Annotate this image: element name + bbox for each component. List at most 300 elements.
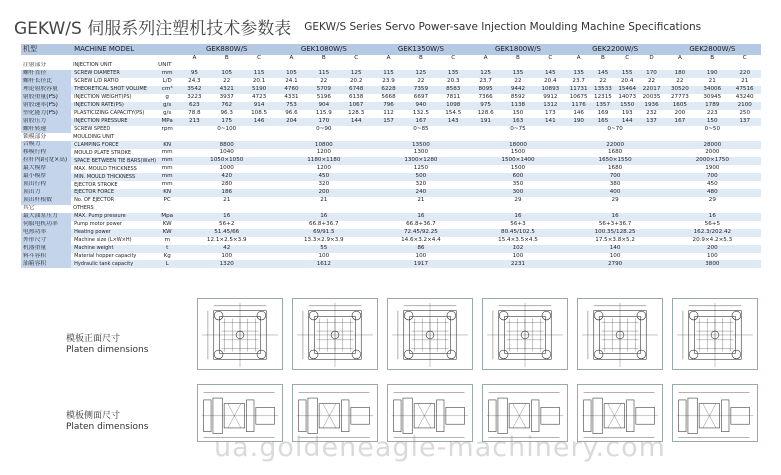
spec-label-en: SCREW SPEED bbox=[71, 126, 156, 134]
spec-label-cn: 塑化能力(PS) bbox=[21, 110, 71, 118]
spec-value: 137 bbox=[639, 118, 663, 126]
spec-label-cn: 螺杆转速 bbox=[21, 126, 71, 134]
spec-value: 1300×1280 bbox=[372, 157, 469, 165]
spec-value: 9912 bbox=[534, 94, 566, 102]
spec-row bbox=[21, 86, 761, 94]
variant-letter: A bbox=[567, 55, 591, 62]
spec-value: 320 bbox=[372, 181, 469, 189]
spec-unit: MPa bbox=[156, 118, 178, 126]
spec-value: 86 bbox=[372, 245, 469, 253]
spec-value: 280 bbox=[178, 181, 275, 189]
spec-value: 16 bbox=[567, 213, 664, 221]
spec-value: 128.3 bbox=[340, 110, 372, 118]
spec-value: 3937 bbox=[211, 94, 243, 102]
spec-label-en: MAX. MOULD THICKNESS bbox=[71, 165, 156, 173]
spec-label-cn: 合模力 bbox=[21, 141, 71, 149]
spec-value: 700 bbox=[664, 173, 761, 181]
spec-value: 8800 bbox=[178, 141, 275, 149]
spec-value: 78.8 bbox=[178, 110, 210, 118]
spec-value: 42 bbox=[178, 245, 275, 253]
spec-value: 100 bbox=[664, 253, 761, 261]
platen-front-drawing bbox=[197, 298, 283, 370]
spec-value: 169 bbox=[591, 110, 615, 118]
spec-label-en: Hydraulic tank capacity bbox=[71, 260, 156, 268]
spec-label-cn: 外形尺寸 bbox=[21, 237, 71, 245]
spec-label-cn: 电热功率 bbox=[21, 229, 71, 237]
variant-letter: A bbox=[275, 55, 307, 62]
spec-value: 163 bbox=[502, 118, 534, 126]
spec-value: 27773 bbox=[664, 94, 696, 102]
spec-value: 0~100 bbox=[178, 126, 275, 134]
spec-value: 193 bbox=[615, 110, 639, 118]
spec-unit: mm bbox=[156, 181, 178, 189]
variant-row bbox=[21, 55, 761, 62]
spec-value: 1612 bbox=[275, 260, 372, 268]
spec-row bbox=[21, 181, 761, 189]
spec-row bbox=[21, 213, 761, 221]
spec-row bbox=[21, 260, 761, 268]
spec-label-cn: 顶出杆根数 bbox=[21, 197, 71, 205]
spec-value: 20.3 bbox=[437, 78, 469, 86]
spec-value: 115 bbox=[308, 70, 340, 78]
platen-front-drawing bbox=[482, 298, 568, 370]
spec-value: 29 bbox=[664, 197, 761, 205]
model-name: GEK2200W/S bbox=[567, 44, 664, 55]
spec-value: 146 bbox=[567, 110, 591, 118]
spec-label-en: Pump motor power bbox=[71, 221, 156, 229]
spec-value: 500 bbox=[372, 173, 469, 181]
spec-value: 100.35/128.25 bbox=[567, 229, 664, 237]
spec-value: 914 bbox=[243, 102, 275, 110]
spec-value: 141 bbox=[534, 118, 566, 126]
spec-value: 22 bbox=[591, 78, 615, 86]
platen-front-drawing bbox=[672, 298, 758, 370]
spec-value: 8095 bbox=[469, 86, 501, 94]
platen-side-drawing bbox=[672, 384, 758, 442]
section-title-en: MOULDING UNIT bbox=[71, 133, 156, 141]
spec-value: 7366 bbox=[469, 94, 501, 102]
spec-value: 56+3 bbox=[469, 221, 566, 229]
variant-letter: A bbox=[469, 55, 501, 62]
spec-unit: cm³ bbox=[156, 86, 178, 94]
spec-value: 5190 bbox=[243, 86, 275, 94]
platen-front-drawing bbox=[577, 298, 663, 370]
watermark: ua.goldeneagle-machinery.com bbox=[214, 432, 666, 463]
spec-value: 2231 bbox=[469, 260, 566, 268]
spec-value: 22017 bbox=[639, 86, 663, 94]
spec-value: 95 bbox=[178, 70, 210, 78]
spec-unit: KN bbox=[156, 141, 178, 149]
platen-front-cn: 模板正面尺寸 bbox=[66, 334, 121, 344]
spec-value: 100 bbox=[275, 253, 372, 261]
model-name: GEK880W/S bbox=[178, 44, 275, 55]
variant-letter: C bbox=[728, 55, 761, 62]
spec-value: 21 bbox=[696, 78, 728, 86]
section-title-cn: 锁模部分 bbox=[21, 133, 71, 141]
spec-value: 0~75 bbox=[469, 126, 566, 134]
spec-label-cn: 射胶压力 bbox=[21, 118, 71, 126]
spec-value: 66.8+36.7 bbox=[372, 221, 469, 229]
spec-value: 1250 bbox=[372, 165, 469, 173]
spec-value: 1098 bbox=[437, 102, 469, 110]
spec-value: 165 bbox=[591, 118, 615, 126]
spec-value: 115 bbox=[372, 70, 404, 78]
variant-letter: C bbox=[340, 55, 372, 62]
section-title-cn: 注射部分 bbox=[21, 62, 71, 70]
spec-value: 175 bbox=[211, 118, 243, 126]
spec-unit: KW bbox=[156, 229, 178, 237]
spec-value: 220 bbox=[728, 70, 761, 78]
spec-value: 56+3+36.7 bbox=[567, 221, 664, 229]
spec-value: 17.5×3.8×5.2 bbox=[567, 237, 664, 245]
spec-row bbox=[21, 110, 761, 118]
spec-value: 34006 bbox=[696, 86, 728, 94]
section-fill bbox=[178, 205, 761, 213]
spec-value: 975 bbox=[469, 102, 501, 110]
spec-unit: rpm bbox=[156, 126, 178, 134]
spec-value: 21 bbox=[728, 78, 761, 86]
spec-value: 16 bbox=[275, 213, 372, 221]
spec-value: 100 bbox=[372, 253, 469, 261]
spec-label-en: SCREW L/D RATIO bbox=[71, 78, 156, 86]
spec-value: 700 bbox=[567, 173, 664, 181]
variant-letter: C bbox=[437, 55, 469, 62]
spec-value: 1176 bbox=[567, 102, 591, 110]
spec-value: 21 bbox=[372, 197, 469, 205]
spec-unit: mm bbox=[156, 149, 178, 157]
spec-label-cn: 最大模厚 bbox=[21, 165, 71, 173]
spec-value: 135 bbox=[567, 70, 591, 78]
spec-value: 1138 bbox=[502, 102, 534, 110]
spec-value: 190 bbox=[567, 118, 591, 126]
spec-value: 0~85 bbox=[372, 126, 469, 134]
spec-label-en: Machine size (L×W×H) bbox=[71, 237, 156, 245]
section-title-en: OTHERS bbox=[71, 205, 156, 213]
spec-label-en: CLAMPING FORCE bbox=[71, 141, 156, 149]
spec-unit: mm bbox=[156, 173, 178, 181]
spec-unit: PC bbox=[156, 197, 178, 205]
spec-row bbox=[21, 237, 761, 245]
spec-unit: KW bbox=[156, 221, 178, 229]
spec-value: 150 bbox=[696, 118, 728, 126]
spec-row bbox=[21, 245, 761, 253]
spec-value: 1500 bbox=[469, 149, 566, 157]
spec-value: 4760 bbox=[275, 86, 307, 94]
spec-label-cn: 移模行程 bbox=[21, 149, 71, 157]
spec-value: 144 bbox=[340, 118, 372, 126]
spec-value: 1900 bbox=[664, 165, 761, 173]
spec-row bbox=[21, 102, 761, 110]
spec-value: 22 bbox=[211, 78, 243, 86]
variant-letter: B bbox=[211, 55, 243, 62]
spec-value: 623 bbox=[178, 102, 210, 110]
spec-unit: t bbox=[156, 245, 178, 253]
section-row bbox=[21, 205, 761, 213]
spec-value: 320 bbox=[275, 181, 372, 189]
spec-value: 96.6 bbox=[275, 110, 307, 118]
model-name: GEK1350W/S bbox=[372, 44, 469, 55]
spec-value: 66.8+36.7 bbox=[275, 221, 372, 229]
spec-value: 796 bbox=[372, 102, 404, 110]
spec-value: 3800 bbox=[664, 260, 761, 268]
spec-table bbox=[21, 44, 761, 268]
spec-value: 29 bbox=[469, 197, 566, 205]
spec-value: 105 bbox=[211, 70, 243, 78]
spec-value: 7811 bbox=[437, 94, 469, 102]
spec-label-cn: 最大油泵压力 bbox=[21, 213, 71, 221]
spec-value: 1050×1050 bbox=[178, 157, 275, 165]
platen-front-drawing bbox=[387, 298, 473, 370]
spec-value: 23.7 bbox=[469, 78, 501, 86]
spec-value: 3542 bbox=[178, 86, 210, 94]
spec-value: 16 bbox=[469, 213, 566, 221]
spec-value: 102 bbox=[469, 245, 566, 253]
spec-value: 137 bbox=[728, 118, 761, 126]
spec-value: 600 bbox=[469, 173, 566, 181]
spec-unit: KN bbox=[156, 189, 178, 197]
spec-value: 15464 bbox=[615, 86, 639, 94]
variant-letter: C bbox=[243, 55, 275, 62]
spec-label-en: MIN. MOULD THICKNESS bbox=[71, 173, 156, 181]
platen-side-en: Platen dimensions bbox=[66, 422, 149, 432]
spec-value: 1357 bbox=[591, 102, 615, 110]
spec-label-cn: 拉杆内距(宽×高) bbox=[21, 157, 71, 165]
spec-value: 20035 bbox=[639, 94, 663, 102]
spec-value: 11731 bbox=[567, 86, 591, 94]
spec-label-cn: 螺杆直径 bbox=[21, 70, 71, 78]
spec-value: 23.7 bbox=[567, 78, 591, 86]
spec-value: 223 bbox=[696, 110, 728, 118]
spec-value: 170 bbox=[639, 70, 663, 78]
spec-value: 135 bbox=[437, 70, 469, 78]
model-name: GEK1800W/S bbox=[469, 44, 566, 55]
spec-label-cn: 螺杆长径比 bbox=[21, 78, 71, 86]
variant-letter: B bbox=[696, 55, 728, 62]
spec-value: 1500 bbox=[469, 165, 566, 173]
spec-value: 47516 bbox=[728, 86, 761, 94]
spec-value: 30945 bbox=[696, 94, 728, 102]
variant-letter: D bbox=[639, 55, 663, 62]
spec-value: 204 bbox=[275, 118, 307, 126]
variant-letter: B bbox=[502, 55, 534, 62]
spec-value: 420 bbox=[178, 173, 275, 181]
spec-value: 904 bbox=[308, 102, 340, 110]
spec-label-cn: 顶出行程 bbox=[21, 181, 71, 189]
spec-value: 128.6 bbox=[469, 110, 501, 118]
model-label-en: MACHINE MODEL bbox=[71, 44, 178, 55]
spec-label-en: SCREW DIAMETER bbox=[71, 70, 156, 78]
spec-value: 2000 bbox=[664, 149, 761, 157]
spec-value: 1067 bbox=[340, 102, 372, 110]
spec-value: 1680 bbox=[567, 149, 664, 157]
platen-side-label bbox=[66, 408, 148, 432]
spec-unit: mm bbox=[156, 165, 178, 173]
spec-value: 1180×1180 bbox=[275, 157, 372, 165]
spec-value: 115.9 bbox=[308, 110, 340, 118]
spec-value: 22 bbox=[405, 78, 437, 86]
spec-value: 5196 bbox=[308, 94, 340, 102]
spec-value: 480 bbox=[664, 189, 761, 197]
spec-label-en: INJECTION RATE(PS) bbox=[71, 102, 156, 110]
spec-value: 753 bbox=[275, 102, 307, 110]
spec-row bbox=[21, 253, 761, 261]
platen-front-label bbox=[66, 331, 148, 355]
spec-value: 69/91.5 bbox=[275, 229, 372, 237]
spec-value: 96.3 bbox=[211, 110, 243, 118]
spec-value: 1312 bbox=[534, 102, 566, 110]
variant-letter: B bbox=[405, 55, 437, 62]
spec-value: 6697 bbox=[405, 94, 437, 102]
spec-value: 162.3/202.42 bbox=[664, 229, 761, 237]
spec-row bbox=[21, 126, 761, 134]
spec-value: 0~70 bbox=[567, 126, 664, 134]
spec-value: 100 bbox=[469, 253, 566, 261]
spec-value: 5668 bbox=[372, 94, 404, 102]
spec-value: 1320 bbox=[178, 260, 275, 268]
spec-label-en: INJECTION WEIGHT(PS) bbox=[71, 94, 156, 102]
spec-value: 56+2 bbox=[178, 221, 275, 229]
spec-value: 232 bbox=[639, 110, 663, 118]
spec-value: 18000 bbox=[469, 141, 566, 149]
spec-value: 1605 bbox=[664, 102, 696, 110]
model-name: GEK2800W/S bbox=[664, 44, 761, 55]
spec-unit: Mpa bbox=[156, 213, 178, 221]
section-row bbox=[21, 133, 761, 141]
variant-letter: A bbox=[664, 55, 696, 62]
spec-value: 4723 bbox=[243, 94, 275, 102]
platen-front-drawing bbox=[292, 298, 378, 370]
spec-value: 150 bbox=[502, 110, 534, 118]
spec-value: 2100 bbox=[728, 102, 761, 110]
page-header bbox=[14, 14, 774, 40]
spec-value: 5709 bbox=[308, 86, 340, 94]
spec-value: 157 bbox=[372, 118, 404, 126]
spec-value: 450 bbox=[664, 181, 761, 189]
section-unit bbox=[156, 205, 178, 213]
spec-value: 1550 bbox=[615, 102, 639, 110]
spec-value: 400 bbox=[567, 189, 664, 197]
spec-value: 350 bbox=[469, 181, 566, 189]
spec-row bbox=[21, 94, 761, 102]
spec-value: 380 bbox=[567, 181, 664, 189]
spec-value: 762 bbox=[211, 102, 243, 110]
spec-value: 135 bbox=[502, 70, 534, 78]
spec-value: 10800 bbox=[275, 141, 372, 149]
spec-value: 0~50 bbox=[664, 126, 761, 134]
spec-label-en: EJECTOR FORCE bbox=[71, 189, 156, 197]
section-row bbox=[21, 62, 761, 70]
spec-row bbox=[21, 149, 761, 157]
spec-label-cn: 射胶重量(PS) bbox=[21, 94, 71, 102]
spec-label-en: MAX. Pump pressure bbox=[71, 213, 156, 221]
spec-value: 125 bbox=[469, 70, 501, 78]
spec-value: 20.4 bbox=[534, 78, 566, 86]
spec-value: 30520 bbox=[664, 86, 696, 94]
spec-value: 21 bbox=[178, 197, 275, 205]
spec-value: 145 bbox=[591, 70, 615, 78]
platen-front-en: Platen dimensions bbox=[66, 345, 149, 355]
spec-value: 213 bbox=[178, 118, 210, 126]
section-unit bbox=[156, 133, 178, 141]
platen-side-cn: 模板侧面尺寸 bbox=[66, 411, 121, 421]
variant-letter: B bbox=[308, 55, 340, 62]
spec-row bbox=[21, 229, 761, 237]
spec-row bbox=[21, 197, 761, 205]
spec-value: 20.1 bbox=[243, 78, 275, 86]
spec-value: 10893 bbox=[534, 86, 566, 94]
spec-value: 7359 bbox=[405, 86, 437, 94]
spec-value: 250 bbox=[728, 110, 761, 118]
title-cn: GEKW/S 伺服系列注塑机技术参数表 bbox=[14, 19, 292, 39]
spec-value: 29 bbox=[567, 197, 664, 205]
spec-value: 14.6×3.2×4.4 bbox=[372, 237, 469, 245]
spec-value: 100 bbox=[567, 253, 664, 261]
spec-value: 143 bbox=[437, 118, 469, 126]
spec-row bbox=[21, 78, 761, 86]
variant-letter: A bbox=[372, 55, 404, 62]
spec-unit: mm bbox=[156, 157, 178, 165]
spec-value: 55 bbox=[275, 245, 372, 253]
section-title-cn: 其它 bbox=[21, 205, 71, 213]
spec-value: 72.45/92.25 bbox=[372, 229, 469, 237]
spec-value: 22 bbox=[502, 78, 534, 86]
spec-value: 1936 bbox=[639, 102, 663, 110]
spec-value: 15.4×3.5×4.5 bbox=[469, 237, 566, 245]
spec-label-en: EJECTOR STROKE bbox=[71, 181, 156, 189]
spec-value: 6138 bbox=[340, 94, 372, 102]
spec-value: 167 bbox=[664, 118, 696, 126]
spec-value: 16 bbox=[664, 213, 761, 221]
spec-value: 155 bbox=[615, 70, 639, 78]
spec-value: 173 bbox=[534, 110, 566, 118]
spec-label-en: MOULD PLATE STROKE bbox=[71, 149, 156, 157]
spec-row bbox=[21, 173, 761, 181]
spec-row bbox=[21, 157, 761, 165]
spec-value: 21 bbox=[275, 197, 372, 205]
spec-value: 200 bbox=[664, 110, 696, 118]
spec-value: 8583 bbox=[437, 86, 469, 94]
spec-row bbox=[21, 70, 761, 78]
spec-value: 3223 bbox=[178, 94, 210, 102]
spec-value: 4321 bbox=[211, 86, 243, 94]
spec-label-en: PLASTICIZING CAPACITY(PS) bbox=[71, 110, 156, 118]
spec-value: 1200 bbox=[275, 165, 372, 173]
spec-value: 13.3×2.9×3.9 bbox=[275, 237, 372, 245]
spec-label-cn: 理论射胶容量 bbox=[21, 86, 71, 94]
spec-value: 170 bbox=[308, 118, 340, 126]
spec-unit: mm bbox=[156, 70, 178, 78]
spec-value: 24.3 bbox=[178, 78, 210, 86]
spec-row bbox=[21, 189, 761, 197]
spec-value: 28000 bbox=[664, 141, 761, 149]
spec-value: 16 bbox=[372, 213, 469, 221]
spec-value: 1917 bbox=[372, 260, 469, 268]
spec-label-cn: 最小模厚 bbox=[21, 173, 71, 181]
spec-value: 108.5 bbox=[243, 110, 275, 118]
spec-value: 4331 bbox=[275, 94, 307, 102]
spec-value: 1000 bbox=[178, 165, 275, 173]
spec-value: 940 bbox=[405, 102, 437, 110]
section-unit: UNIT bbox=[156, 62, 178, 70]
spec-row bbox=[21, 141, 761, 149]
spec-label-cn: 料斗容积 bbox=[21, 253, 71, 261]
spec-value: 1040 bbox=[178, 149, 275, 157]
spec-unit: g/s bbox=[156, 110, 178, 118]
spec-label-cn: 顶出力 bbox=[21, 189, 71, 197]
model-name: GEK1080W/S bbox=[275, 44, 372, 55]
spec-row bbox=[21, 165, 761, 173]
spec-unit: L/D bbox=[156, 78, 178, 86]
